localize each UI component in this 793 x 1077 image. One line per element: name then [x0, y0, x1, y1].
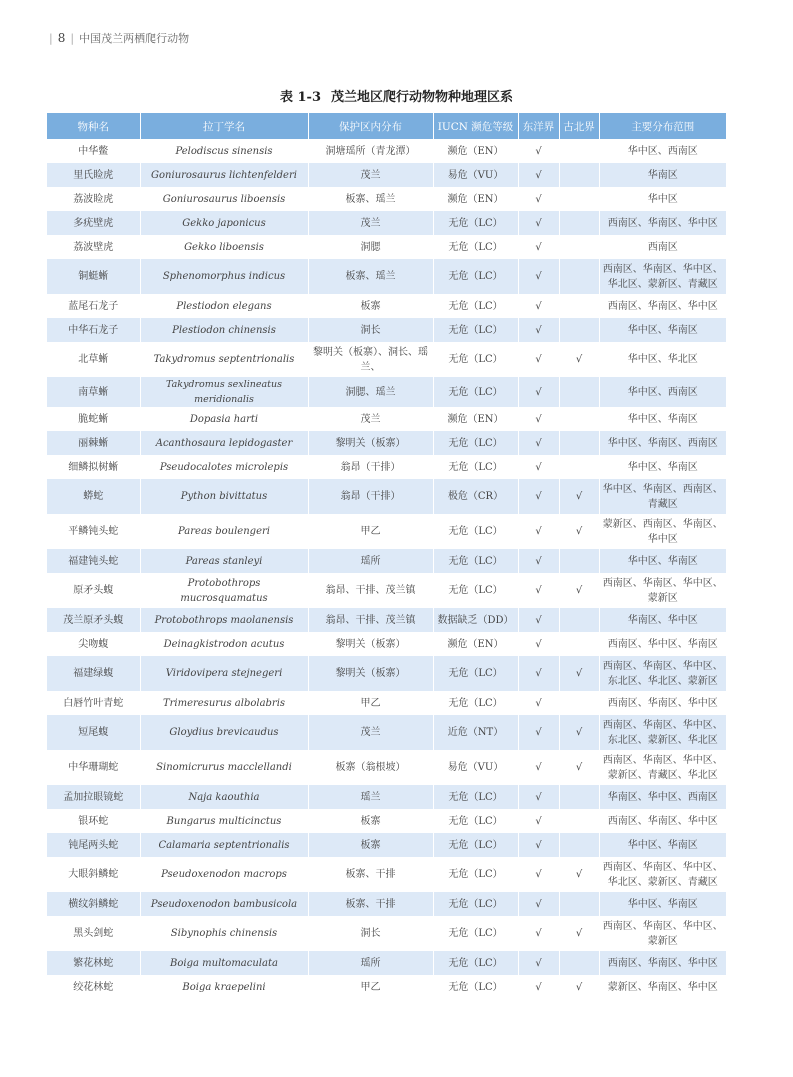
main-range-cell: 西南区、华南区、华中区、东北区、蒙新区、华北区	[599, 715, 726, 750]
latin-name-cell: Calamaria septentrionalis	[140, 833, 308, 857]
reserve-distribution-cell: 茂兰	[308, 407, 433, 431]
main-range-cell: 华南区、华中区	[599, 608, 726, 632]
table-row	[47, 342, 726, 377]
col-header-species-name: 物种名	[47, 113, 140, 139]
iucn-status-cell: 无危（LC）	[433, 235, 518, 259]
main-range-cell: 华中区、华北区	[599, 342, 726, 377]
species-name-cell: 原矛头蝮	[47, 573, 140, 608]
iucn-status-cell: 无危（LC）	[433, 377, 518, 407]
oriental-check-cell: √	[518, 656, 559, 691]
species-name-cell: 茂兰原矛头蝮	[47, 608, 140, 632]
reserve-distribution-cell: 翁昂、干排、茂兰镇	[308, 573, 433, 608]
species-name-cell: 荔波壁虎	[47, 235, 140, 259]
iucn-status-cell: 数据缺乏（DD）	[433, 608, 518, 632]
palearctic-check-cell	[559, 211, 599, 235]
latin-name-cell: Sinomicrurus macclellandi	[140, 750, 308, 785]
reserve-distribution-cell: 板寨	[308, 833, 433, 857]
main-range-cell: 西南区、华南区、华中区	[599, 294, 726, 318]
reserve-distribution-cell: 甲乙	[308, 514, 433, 549]
latin-name-cell: Viridovipera stejnegeri	[140, 656, 308, 691]
oriental-check-cell: √	[518, 975, 559, 999]
reserve-distribution-cell: 瑶兰	[308, 785, 433, 809]
species-name-cell: 蓝尾石龙子	[47, 294, 140, 318]
main-range-cell: 西南区、华南区、华中区	[599, 691, 726, 715]
species-name-cell: 孟加拉眼镜蛇	[47, 785, 140, 809]
oriental-check-cell: √	[518, 318, 559, 342]
main-range-cell: 华中区、华南区	[599, 549, 726, 573]
oriental-check-cell: √	[518, 951, 559, 975]
oriental-check-cell: √	[518, 431, 559, 455]
oriental-check-cell: √	[518, 342, 559, 377]
palearctic-check-cell	[559, 455, 599, 479]
iucn-status-cell: 濒危（EN）	[433, 407, 518, 431]
latin-name-cell: Plestiodon chinensis	[140, 318, 308, 342]
reserve-distribution-cell: 板寨	[308, 809, 433, 833]
iucn-status-cell: 无危（LC）	[433, 514, 518, 549]
species-name-cell: 平鳞钝头蛇	[47, 514, 140, 549]
main-range-cell: 蒙新区、西南区、华南区、华中区	[599, 514, 726, 549]
species-name-cell: 尖吻蝮	[47, 632, 140, 656]
species-name-cell: 铜蜓蜥	[47, 259, 140, 294]
latin-name-cell: Boiga multomaculata	[140, 951, 308, 975]
species-name-cell: 绞花林蛇	[47, 975, 140, 999]
palearctic-check-cell: √	[559, 573, 599, 608]
species-name-cell: 中华珊瑚蛇	[47, 750, 140, 785]
main-range-cell: 西南区、华南区、华中区	[599, 809, 726, 833]
table-row	[47, 750, 726, 785]
reserve-distribution-cell: 黎明关（板寨）	[308, 632, 433, 656]
latin-name-cell: Goniurosaurus lichtenfelderi	[140, 163, 308, 187]
reserve-distribution-cell: 板寨（翁根坡）	[308, 750, 433, 785]
species-name-cell: 繁花林蛇	[47, 951, 140, 975]
table-row	[47, 377, 726, 407]
book-title: 中国茂兰两栖爬行动物	[79, 32, 190, 45]
iucn-status-cell: 濒危（EN）	[433, 632, 518, 656]
table-row	[47, 294, 726, 318]
table-row	[47, 691, 726, 715]
latin-name-cell: Dopasia harti	[140, 407, 308, 431]
iucn-status-cell: 无危（LC）	[433, 916, 518, 951]
oriental-check-cell: √	[518, 163, 559, 187]
iucn-status-cell: 无危（LC）	[433, 833, 518, 857]
main-range-cell: 华南区、华中区、西南区	[599, 785, 726, 809]
reserve-distribution-cell: 黎明关（板寨）、洞长、瑶兰、	[308, 342, 433, 377]
table-row	[47, 187, 726, 211]
table-row	[47, 715, 726, 750]
palearctic-check-cell	[559, 318, 599, 342]
palearctic-check-cell	[559, 377, 599, 407]
palearctic-check-cell	[559, 163, 599, 187]
oriental-check-cell: √	[518, 691, 559, 715]
table-row	[47, 318, 726, 342]
iucn-status-cell: 无危（LC）	[433, 691, 518, 715]
iucn-status-cell: 无危（LC）	[433, 809, 518, 833]
species-name-cell: 脆蛇蜥	[47, 407, 140, 431]
reserve-distribution-cell: 甲乙	[308, 691, 433, 715]
palearctic-check-cell: √	[559, 715, 599, 750]
oriental-check-cell: √	[518, 211, 559, 235]
species-name-cell: 细鳞拟树蜥	[47, 455, 140, 479]
palearctic-check-cell: √	[559, 916, 599, 951]
table-caption	[0, 86, 793, 105]
iucn-status-cell: 无危（LC）	[433, 318, 518, 342]
palearctic-check-cell	[559, 785, 599, 809]
palearctic-check-cell: √	[559, 479, 599, 514]
palearctic-check-cell	[559, 632, 599, 656]
table-row	[47, 951, 726, 975]
reserve-distribution-cell: 瑶所	[308, 549, 433, 573]
reserve-distribution-cell: 洞腮、瑶兰	[308, 377, 433, 407]
reserve-distribution-cell: 板寨、瑶兰	[308, 259, 433, 294]
species-name-cell: 多疣壁虎	[47, 211, 140, 235]
iucn-status-cell: 濒危（EN）	[433, 187, 518, 211]
palearctic-check-cell	[559, 809, 599, 833]
reserve-distribution-cell: 茂兰	[308, 715, 433, 750]
table-row	[47, 916, 726, 951]
palearctic-check-cell	[559, 235, 599, 259]
oriental-check-cell: √	[518, 608, 559, 632]
palearctic-check-cell	[559, 431, 599, 455]
main-range-cell: 华中区、华南区	[599, 833, 726, 857]
oriental-check-cell: √	[518, 479, 559, 514]
species-name-cell: 黑头剑蛇	[47, 916, 140, 951]
latin-name-cell: Python bivittatus	[140, 479, 308, 514]
palearctic-check-cell	[559, 139, 599, 163]
main-range-cell: 西南区、华南区、华中区、华北区、蒙新区、青藏区	[599, 857, 726, 892]
oriental-check-cell: √	[518, 514, 559, 549]
oriental-check-cell: √	[518, 715, 559, 750]
latin-name-cell: Pelodiscus sinensis	[140, 139, 308, 163]
table-row	[47, 892, 726, 916]
table-row	[47, 833, 726, 857]
main-range-cell: 华中区、华南区、西南区、青藏区	[599, 479, 726, 514]
reserve-distribution-cell: 茂兰	[308, 163, 433, 187]
table-row	[47, 573, 726, 608]
main-range-cell: 西南区	[599, 235, 726, 259]
oriental-check-cell: √	[518, 294, 559, 318]
col-header-iucn-status: IUCN 濒危等级	[433, 113, 518, 139]
main-range-cell: 华中区、西南区	[599, 377, 726, 407]
latin-name-cell: Protobothrops maolanensis	[140, 608, 308, 632]
latin-name-cell: Pseudoxenodon bambusicola	[140, 892, 308, 916]
iucn-status-cell: 无危（LC）	[433, 211, 518, 235]
iucn-status-cell: 无危（LC）	[433, 549, 518, 573]
main-range-cell: 华中区、华南区	[599, 318, 726, 342]
reserve-distribution-cell: 洞腮	[308, 235, 433, 259]
col-header-latin-name: 拉丁学名	[140, 113, 308, 139]
oriental-check-cell: √	[518, 573, 559, 608]
reserve-distribution-cell: 板寨	[308, 294, 433, 318]
reserve-distribution-cell: 板寨、瑶兰	[308, 187, 433, 211]
reserve-distribution-cell: 洞长	[308, 318, 433, 342]
iucn-status-cell: 濒危（EN）	[433, 139, 518, 163]
species-name-cell: 白唇竹叶青蛇	[47, 691, 140, 715]
species-name-cell: 银环蛇	[47, 809, 140, 833]
latin-name-cell: Pareas boulengeri	[140, 514, 308, 549]
iucn-status-cell: 极危（CR）	[433, 479, 518, 514]
latin-name-cell: Boiga kraepelini	[140, 975, 308, 999]
main-range-cell: 西南区、华南区、华中区	[599, 211, 726, 235]
main-range-cell: 华中区、西南区	[599, 139, 726, 163]
species-table	[47, 113, 726, 999]
reserve-distribution-cell: 茂兰	[308, 211, 433, 235]
table-row	[47, 139, 726, 163]
species-name-cell: 福建绿蝮	[47, 656, 140, 691]
palearctic-check-cell	[559, 407, 599, 431]
col-header-palearctic: 古北界	[559, 113, 599, 139]
iucn-status-cell: 易危（VU）	[433, 750, 518, 785]
iucn-status-cell: 无危（LC）	[433, 431, 518, 455]
oriental-check-cell: √	[518, 892, 559, 916]
col-header-main-range: 主要分布范围	[599, 113, 726, 139]
latin-name-cell: Deinagkistrodon acutus	[140, 632, 308, 656]
iucn-status-cell: 无危（LC）	[433, 892, 518, 916]
palearctic-check-cell: √	[559, 857, 599, 892]
latin-name-cell: Gloydius brevicaudus	[140, 715, 308, 750]
species-name-cell: 短尾蝮	[47, 715, 140, 750]
main-range-cell: 西南区、华南区、华中区、蒙新区、青藏区、华北区	[599, 750, 726, 785]
reserve-distribution-cell: 洞长	[308, 916, 433, 951]
species-name-cell: 荔波睑虎	[47, 187, 140, 211]
species-name-cell: 横纹斜鳞蛇	[47, 892, 140, 916]
species-name-cell: 中华鳖	[47, 139, 140, 163]
oriental-check-cell: √	[518, 407, 559, 431]
palearctic-check-cell: √	[559, 750, 599, 785]
latin-name-cell: Sphenomorphus indicus	[140, 259, 308, 294]
col-header-oriental: 东洋界	[518, 113, 559, 139]
palearctic-check-cell	[559, 549, 599, 573]
reserve-distribution-cell: 板寨、干排	[308, 857, 433, 892]
reserve-distribution-cell: 甲乙	[308, 975, 433, 999]
species-name-cell: 丽棘蜥	[47, 431, 140, 455]
table-row	[47, 455, 726, 479]
table-number: 表 1-3	[279, 90, 321, 105]
main-range-cell: 华中区、华南区	[599, 892, 726, 916]
palearctic-check-cell	[559, 691, 599, 715]
latin-name-cell: Naja kaouthia	[140, 785, 308, 809]
palearctic-check-cell	[559, 187, 599, 211]
latin-name-cell: Bungarus multicinctus	[140, 809, 308, 833]
latin-name-cell: Gekko liboensis	[140, 235, 308, 259]
table-header-row	[47, 113, 726, 139]
main-range-cell: 西南区、华南区、华中区、蒙新区	[599, 916, 726, 951]
palearctic-check-cell	[559, 951, 599, 975]
table-row	[47, 235, 726, 259]
iucn-status-cell: 无危（LC）	[433, 259, 518, 294]
oriental-check-cell: √	[518, 549, 559, 573]
oriental-check-cell: √	[518, 632, 559, 656]
table-row	[47, 549, 726, 573]
latin-name-cell: Goniurosaurus liboensis	[140, 187, 308, 211]
main-range-cell: 西南区、华中区、华南区	[599, 632, 726, 656]
reserve-distribution-cell: 瑶所	[308, 951, 433, 975]
main-range-cell: 西南区、华南区、华中区	[599, 951, 726, 975]
oriental-check-cell: √	[518, 785, 559, 809]
main-range-cell: 西南区、华南区、华中区、华北区、蒙新区、青藏区	[599, 259, 726, 294]
oriental-check-cell: √	[518, 833, 559, 857]
table-row	[47, 632, 726, 656]
table-row	[47, 514, 726, 549]
main-range-cell: 西南区、华南区、华中区、东北区、华北区、蒙新区	[599, 656, 726, 691]
latin-name-cell: Trimeresurus albolabris	[140, 691, 308, 715]
reserve-distribution-cell: 板寨、干排	[308, 892, 433, 916]
table-row	[47, 211, 726, 235]
oriental-check-cell: √	[518, 750, 559, 785]
iucn-status-cell: 无危（LC）	[433, 975, 518, 999]
palearctic-check-cell: √	[559, 342, 599, 377]
latin-name-cell: Takydromus septentrionalis	[140, 342, 308, 377]
main-range-cell: 西南区、华南区、华中区、蒙新区	[599, 573, 726, 608]
reserve-distribution-cell: 黎明关（板寨）	[308, 431, 433, 455]
palearctic-check-cell: √	[559, 656, 599, 691]
oriental-check-cell: √	[518, 187, 559, 211]
iucn-status-cell: 无危（LC）	[433, 573, 518, 608]
oriental-check-cell: √	[518, 259, 559, 294]
running-header: | 8 | 中国茂兰两栖爬行动物	[49, 31, 190, 45]
table-row	[47, 975, 726, 999]
main-range-cell: 蒙新区、华南区、华中区	[599, 975, 726, 999]
palearctic-check-cell	[559, 259, 599, 294]
species-name-cell: 中华石龙子	[47, 318, 140, 342]
page-number: 8	[57, 31, 66, 45]
latin-name-cell: Takydromus sexlineatus meridionalis	[140, 377, 308, 407]
table-row	[47, 163, 726, 187]
palearctic-check-cell	[559, 294, 599, 318]
oriental-check-cell: √	[518, 809, 559, 833]
oriental-check-cell: √	[518, 235, 559, 259]
iucn-status-cell: 无危（LC）	[433, 455, 518, 479]
table-row	[47, 479, 726, 514]
species-name-cell: 钝尾两头蛇	[47, 833, 140, 857]
latin-name-cell: Pareas stanleyi	[140, 549, 308, 573]
oriental-check-cell: √	[518, 377, 559, 407]
reserve-distribution-cell: 黎明关（板寨）	[308, 656, 433, 691]
main-range-cell: 华中区、华南区	[599, 407, 726, 431]
table-row	[47, 809, 726, 833]
species-name-cell: 南草蜥	[47, 377, 140, 407]
iucn-status-cell: 无危（LC）	[433, 951, 518, 975]
table-row	[47, 608, 726, 632]
oriental-check-cell: √	[518, 857, 559, 892]
palearctic-check-cell	[559, 608, 599, 632]
iucn-status-cell: 无危（LC）	[433, 656, 518, 691]
latin-name-cell: Sibynophis chinensis	[140, 916, 308, 951]
main-range-cell: 华中区、华南区	[599, 455, 726, 479]
col-header-reserve-distribution: 保护区内分布	[308, 113, 433, 139]
palearctic-check-cell: √	[559, 975, 599, 999]
iucn-status-cell: 易危（VU）	[433, 163, 518, 187]
reserve-distribution-cell: 翁昂（干排）	[308, 479, 433, 514]
oriental-check-cell: √	[518, 916, 559, 951]
table-title: 茂兰地区爬行动物物种地理区系	[331, 90, 514, 105]
main-range-cell: 华中区	[599, 187, 726, 211]
latin-name-cell: Gekko japonicus	[140, 211, 308, 235]
iucn-status-cell: 无危（LC）	[433, 342, 518, 377]
latin-name-cell: Acanthosaura lepidogaster	[140, 431, 308, 455]
oriental-check-cell: √	[518, 139, 559, 163]
palearctic-check-cell	[559, 833, 599, 857]
species-name-cell: 蟒蛇	[47, 479, 140, 514]
table-row	[47, 407, 726, 431]
table-row	[47, 431, 726, 455]
species-name-cell: 福建钝头蛇	[47, 549, 140, 573]
table-row	[47, 656, 726, 691]
palearctic-check-cell: √	[559, 514, 599, 549]
main-range-cell: 华南区	[599, 163, 726, 187]
iucn-status-cell: 无危（LC）	[433, 857, 518, 892]
species-name-cell: 里氏睑虎	[47, 163, 140, 187]
main-range-cell: 华中区、华南区、西南区	[599, 431, 726, 455]
oriental-check-cell: √	[518, 455, 559, 479]
table-row	[47, 259, 726, 294]
iucn-status-cell: 无危（LC）	[433, 785, 518, 809]
table-row	[47, 785, 726, 809]
latin-name-cell: Pseudoxenodon macrops	[140, 857, 308, 892]
latin-name-cell: Protobothrops mucrosquamatus	[140, 573, 308, 608]
reserve-distribution-cell: 洞塘瑶所（青龙潭）	[308, 139, 433, 163]
species-name-cell: 北草蜥	[47, 342, 140, 377]
reserve-distribution-cell: 翁昂（干排）	[308, 455, 433, 479]
species-name-cell: 大眼斜鳞蛇	[47, 857, 140, 892]
palearctic-check-cell	[559, 892, 599, 916]
table-row	[47, 857, 726, 892]
reserve-distribution-cell: 翁昂、干排、茂兰镇	[308, 608, 433, 632]
iucn-status-cell: 无危（LC）	[433, 294, 518, 318]
latin-name-cell: Plestiodon elegans	[140, 294, 308, 318]
latin-name-cell: Pseudocalotes microlepis	[140, 455, 308, 479]
iucn-status-cell: 近危（NT）	[433, 715, 518, 750]
